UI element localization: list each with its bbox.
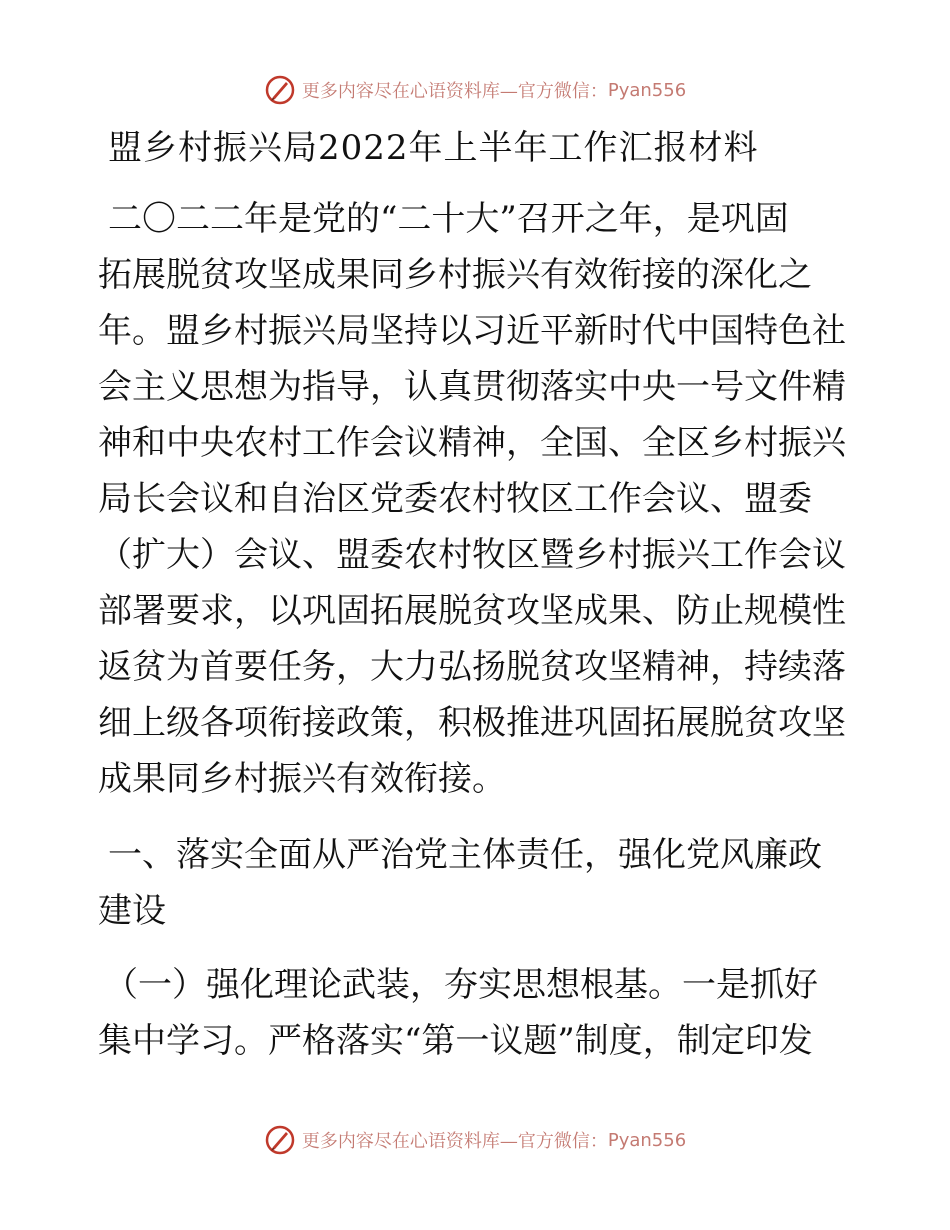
text-line: 会主义思想为指导，认真贯彻落实中央一号文件精 (98, 367, 846, 407)
text-line: 集中学习。严格落实“第一议题”制度，制定印发 (98, 1021, 813, 1061)
quill-circle-icon (264, 74, 296, 106)
watermark-header (0, 70, 950, 110)
text-line: 拓展脱贫攻坚成果同乡村振兴有效衔接的深化之 (98, 255, 812, 295)
text-line: 二〇二二年是党的“二十大”召开之年，是巩固 (108, 199, 789, 239)
watermark-handle: Pyan556 (607, 1129, 687, 1151)
text-line: （扩大）会议、盟委农村牧区暨乡村振兴工作会议 (98, 535, 846, 575)
text-line: 细上级各项衔接政策，积极推进巩固拓展脱贫攻坚 (98, 703, 846, 743)
watermark-handle: Pyan556 (607, 79, 687, 101)
quill-circle-icon (264, 1124, 296, 1156)
heading-line: 建设 (98, 891, 166, 931)
text-line: 成果同乡村振兴有效衔接。 (98, 759, 506, 799)
watermark-footer (0, 1120, 950, 1160)
text-line: 返贫为首要任务，大力弘扬脱贫攻坚精神，持续落 (98, 647, 846, 687)
document-title: 盟乡村振兴局2022年上半年工作汇报材料 (108, 128, 759, 168)
text-line: （一）强化理论武装，夯实思想根基。一是抓好 (104, 965, 818, 1005)
watermark-text: 更多内容尽在心语资料库—官方微信： (301, 81, 608, 102)
text-line: 部署要求，以巩固拓展脱贫攻坚成果、防止规模性 (98, 591, 846, 631)
watermark-text: 更多内容尽在心语资料库—官方微信： (301, 1131, 608, 1152)
heading-line: 一、落实全面从严治党主体责任，强化党风廉政 (108, 835, 822, 875)
text-line: 局长会议和自治区党委农村牧区工作会议、盟委 (98, 479, 812, 519)
text-line: 神和中央农村工作会议精神，全国、全区乡村振兴 (98, 423, 846, 463)
text-line: 年。盟乡村振兴局坚持以习近平新时代中国特色社 (98, 311, 846, 351)
